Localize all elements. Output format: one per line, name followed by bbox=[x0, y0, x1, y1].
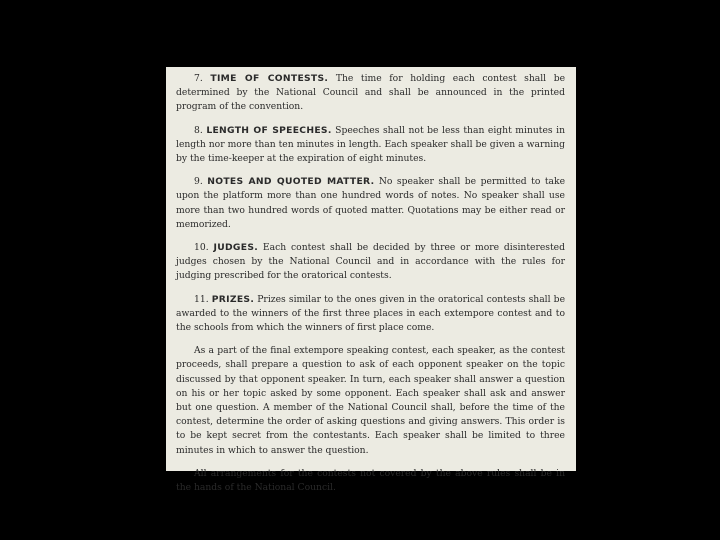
body-paragraph: All arrangements for the contests not covered by the above rules shall be in the hands of the National Council. bbox=[176, 467, 565, 494]
section-body: Prizes similar to the ones given in the oratorical contests shall be awarded to the winners of the first three places in each extempore contest and to the schools from which the winners of first place come. bbox=[176, 293, 566, 334]
section-7 bbox=[176, 72, 565, 115]
section-body: The time for holding each contest shall be determined by the National Council and shall be announced in the printed program of the convention. bbox=[176, 73, 566, 113]
section-heading: LENGTH OF SPEECHES. bbox=[206, 124, 332, 136]
section-heading: TIME OF CONTESTS. bbox=[210, 73, 329, 84]
section-heading: PRIZES. bbox=[211, 293, 255, 305]
section-number: 8. bbox=[194, 124, 203, 136]
section-heading: JUDGES. bbox=[213, 242, 259, 254]
section-10 bbox=[176, 241, 565, 284]
document-page bbox=[166, 67, 576, 494]
section-number: 7. bbox=[194, 73, 203, 84]
section-body: No speaker shall be permitted to take upon the platform more than one hundred words of notes. No speaker shall use more than two hundred words of quoted matter. Quotations may be either read or memorized. bbox=[176, 176, 566, 230]
section-body: Speeches shall not be less than eight minutes in length nor more than ten minutes in length. Each speaker shall be given a warning by the time-keeper at the expiration of eight minutes. bbox=[176, 124, 566, 165]
section-8 bbox=[176, 124, 565, 167]
body-paragraph: As a part of the final extempore speaking contest, each speaker, as the contest proceeds, shall prepare a question to ask of each opponent speaker on the topic discussed by that opponent speaker. In turn, each speaker shall answer a question on his or her topic asked by some opponent. Each speaker shall ask and answer but one question. A member of the National Council shall, before the time of the contest, determine the order of asking questions and giving answers. This order is to be kept secret from the contestants. Each speaker shall be limited to three minutes in which to answer the question. bbox=[176, 345, 565, 456]
section-number: 11. bbox=[194, 293, 209, 305]
section-11 bbox=[176, 293, 565, 336]
section-number: 9. bbox=[194, 176, 203, 188]
section-9 bbox=[176, 175, 565, 232]
section-body: Each contest shall be decided by three or more disinterested judges chosen by the National Council and in accordance with the rules for judging prescribed for the oratorical contests. bbox=[176, 242, 566, 282]
section-heading: NOTES AND QUOTED MATTER. bbox=[207, 176, 375, 188]
section-number: 10. bbox=[194, 242, 209, 254]
